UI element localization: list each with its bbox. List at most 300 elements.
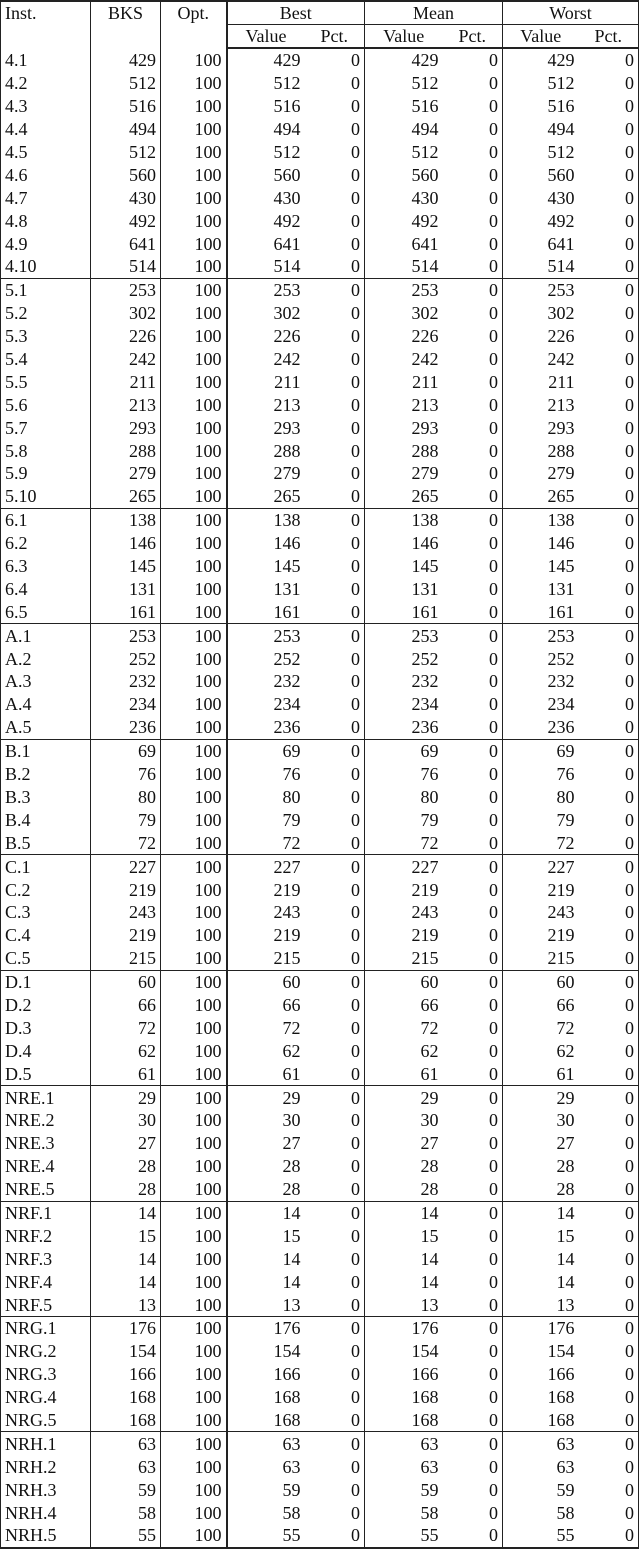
cell-bks: 279 [91,462,161,485]
cell-worst-pct: 0 [579,209,639,232]
table-row [1,232,639,255]
cell-mean-pct: 0 [443,831,503,854]
cell-bks: 154 [91,1340,161,1363]
cell-best-pct: 0 [305,232,365,255]
cell-opt: 100 [161,1109,227,1132]
cell-opt: 100 [161,370,227,393]
cell-worst-pct: 0 [579,325,639,348]
cell-worst-pct: 0 [579,1132,639,1155]
cell-worst-pct: 0 [579,1432,639,1455]
cell-opt: 100 [161,739,227,762]
cell-worst-pct: 0 [579,577,639,600]
cell-inst: 4.8 [1,209,91,232]
cell-opt: 100 [161,163,227,186]
cell-bks: 242 [91,348,161,371]
cell-bks: 14 [91,1270,161,1293]
cell-inst: NRE.3 [1,1132,91,1155]
table-row [1,831,639,854]
table-row [1,1293,639,1316]
cell-bks: 168 [91,1409,161,1432]
cell-inst: NRF.1 [1,1201,91,1224]
table-row [1,416,639,439]
cell-best-value: 76 [282,764,301,785]
cell-best-pct: 0 [305,1062,365,1085]
cell-opt: 100 [161,970,227,993]
cell-mean-pct: 0 [443,348,503,371]
cell-best-pct: 0 [305,278,365,301]
cell-inst: 4.9 [1,232,91,255]
cell-bks: 63 [91,1455,161,1478]
cell-best-value: 29 [227,1086,305,1109]
cell-best-value: 253 [227,624,305,647]
cell-mean-pct: 0 [443,209,503,232]
cell-opt: 100 [161,1039,227,1062]
cell-best-value: 59 [282,1479,301,1500]
cell-mean-value: 76 [420,764,439,785]
cell-worst-pct: 0 [579,739,639,762]
cell-opt: 100 [161,186,227,209]
cell-worst-value: 79 [556,809,575,830]
cell-bks: 176 [91,1316,161,1339]
table-row [1,255,639,278]
cell-worst-value: 14 [556,1271,575,1292]
cell-best-pct: 0 [305,1270,365,1293]
cell-worst-value: 131 [547,578,575,599]
cell-bks: 66 [91,994,161,1017]
table-row [1,1478,639,1501]
cell-worst-pct: 0 [579,278,639,301]
cell-best-pct: 0 [305,647,365,670]
cell-mean-value: 30 [420,1110,439,1131]
cell-bks: 28 [91,1178,161,1201]
cell-worst-pct: 0 [579,901,639,924]
cell-inst: C.5 [1,947,91,970]
cell-best-value: 232 [273,671,301,692]
cell-worst-pct: 0 [579,555,639,578]
cell-best-value: 492 [273,210,301,231]
cell-mean-pct: 0 [443,1409,503,1432]
cell-opt: 100 [161,1316,227,1339]
cell-best-value: 138 [227,508,305,531]
table-row [1,994,639,1017]
table-row [1,462,639,485]
cell-inst: A.3 [1,670,91,693]
cell-bks: 28 [91,1155,161,1178]
cell-worst-value: 302 [547,303,575,324]
cell-inst: 5.3 [1,325,91,348]
cell-worst-pct: 0 [579,393,639,416]
cell-mean-pct: 0 [443,1132,503,1155]
cell-worst-pct: 0 [579,1178,639,1201]
cell-worst-value: 138 [503,508,579,531]
cell-mean-value: 252 [411,648,439,669]
cell-worst-value: 29 [503,1086,579,1109]
cell-bks: 430 [91,186,161,209]
cell-bks: 253 [91,624,161,647]
cell-opt: 100 [161,994,227,1017]
cell-best-pct: 0 [305,924,365,947]
cell-best-pct: 0 [305,462,365,485]
cell-opt: 100 [161,855,227,878]
cell-best-value: 176 [227,1316,305,1339]
cell-bks: 29 [91,1086,161,1109]
cell-worst-value: 62 [556,1040,575,1061]
cell-mean-pct: 0 [443,670,503,693]
cell-opt: 100 [161,416,227,439]
cell-mean-value: 168 [411,1409,439,1430]
cell-mean-value: 232 [411,671,439,692]
cell-mean-value: 72 [420,832,439,853]
cell-mean-value: 13 [420,1294,439,1315]
cell-best-pct: 0 [305,439,365,462]
cell-opt: 100 [161,278,227,301]
cell-best-pct: 0 [305,1340,365,1363]
cell-opt: 100 [161,831,227,854]
cell-mean-value: 69 [365,739,443,762]
cell-mean-value: 236 [411,717,439,738]
cell-best-value: 28 [282,1179,301,1200]
cell-best-value: 516 [273,96,301,117]
cell-worst-pct: 0 [579,600,639,623]
cell-bks: 72 [91,831,161,854]
cell-best-value: 227 [227,855,305,878]
cell-inst: NRG.2 [1,1340,91,1363]
cell-opt: 100 [161,462,227,485]
cell-opt: 100 [161,647,227,670]
cell-mean-pct: 0 [443,163,503,186]
header-best-pct: Pct. [305,25,365,49]
table-row [1,1016,639,1039]
table-row [1,808,639,831]
cell-mean-pct: 0 [443,947,503,970]
cell-worst-pct: 0 [579,1455,639,1478]
cell-inst: NRG.5 [1,1409,91,1432]
cell-mean-pct: 0 [443,532,503,555]
cell-best-value: 28 [282,1156,301,1177]
cell-inst: 5.7 [1,416,91,439]
cell-bks: 58 [91,1501,161,1524]
cell-best-pct: 0 [305,1155,365,1178]
cell-mean-pct: 0 [443,624,503,647]
cell-opt: 100 [161,808,227,831]
cell-best-value: 512 [273,142,301,162]
cell-worst-value: 253 [503,624,579,647]
cell-mean-pct: 0 [443,1386,503,1409]
cell-best-pct: 0 [305,1524,365,1548]
header-mean-pct: Pct. [443,25,503,49]
cell-best-pct: 0 [305,994,365,1017]
table-row [1,163,639,186]
cell-mean-pct: 0 [443,901,503,924]
cell-inst: 5.9 [1,462,91,485]
cell-worst-value: 430 [547,187,575,208]
cell-inst: 4.6 [1,163,91,186]
cell-mean-pct: 0 [443,1201,503,1224]
cell-opt: 100 [161,763,227,786]
cell-mean-value: 242 [411,349,439,370]
cell-mean-pct: 0 [443,1363,503,1386]
table-row [1,209,639,232]
cell-opt: 100 [161,1062,227,1085]
cell-mean-value: 176 [365,1316,443,1339]
cell-mean-pct: 0 [443,1016,503,1039]
table-row [1,508,639,531]
cell-bks: 80 [91,786,161,809]
cell-mean-value: 288 [411,440,439,461]
cell-best-value: 219 [273,879,301,900]
cell-worst-value: 13 [556,1294,575,1315]
cell-best-value: 494 [273,119,301,140]
cell-mean-pct: 0 [443,600,503,623]
table-row [1,1039,639,1062]
header-worst: Worst [503,1,639,25]
cell-best-pct: 0 [305,1409,365,1432]
cell-best-value: 80 [282,786,301,807]
cell-worst-pct: 0 [579,1109,639,1132]
table-row [1,1455,639,1478]
cell-best-pct: 0 [305,947,365,970]
cell-best-value: 641 [273,233,301,254]
cell-best-value: 146 [273,533,301,554]
cell-bks: 55 [91,1524,161,1548]
cell-worst-value: 253 [503,278,579,301]
cell-inst: NRF.3 [1,1247,91,1270]
cell-inst: 6.3 [1,555,91,578]
cell-mean-pct: 0 [443,508,503,531]
cell-opt: 100 [161,577,227,600]
cell-best-value: 58 [282,1502,301,1523]
cell-opt: 100 [161,141,227,164]
cell-bks: 72 [91,1016,161,1039]
cell-worst-pct: 0 [579,1386,639,1409]
cell-worst-pct: 0 [579,624,639,647]
cell-mean-pct: 0 [443,970,503,993]
cell-worst-pct: 0 [579,232,639,255]
cell-bks: 226 [91,325,161,348]
cell-best-value: 14 [282,1248,301,1269]
cell-mean-pct: 0 [443,462,503,485]
cell-inst: 5.6 [1,393,91,416]
cell-inst: B.1 [1,739,91,762]
cell-inst: 6.5 [1,600,91,623]
cell-best-pct: 0 [305,577,365,600]
cell-mean-pct: 0 [443,302,503,325]
cell-worst-value: 14 [556,1248,575,1269]
cell-inst: C.1 [1,855,91,878]
cell-inst: D.2 [1,994,91,1017]
table-row [1,278,639,301]
cell-mean-value: 63 [365,1432,443,1455]
cell-worst-value: 219 [547,925,575,946]
cell-worst-pct: 0 [579,118,639,141]
header-opt: Opt. [161,1,227,48]
cell-best-value: 288 [273,440,301,461]
cell-worst-pct: 0 [579,1340,639,1363]
cell-mean-value: 61 [420,1063,439,1084]
table-row [1,1247,639,1270]
cell-opt: 100 [161,1340,227,1363]
cell-worst-pct: 0 [579,255,639,278]
cell-best-pct: 0 [305,141,365,164]
cell-bks: 516 [91,95,161,118]
table-row [1,1155,639,1178]
cell-mean-value: 516 [411,96,439,117]
cell-worst-value: 55 [503,1524,579,1548]
cell-opt: 100 [161,1501,227,1524]
cell-worst-value: 215 [547,948,575,969]
cell-inst: A.4 [1,693,91,716]
cell-mean-value: 641 [411,233,439,254]
cell-bks: 15 [91,1224,161,1247]
cell-bks: 293 [91,416,161,439]
cell-bks: 30 [91,1109,161,1132]
cell-mean-value: 28 [420,1179,439,1200]
cell-bks: 213 [91,393,161,416]
cell-worst-pct: 0 [579,1270,639,1293]
cell-mean-value: 146 [411,533,439,554]
cell-worst-value: 176 [503,1316,579,1339]
cell-opt: 100 [161,72,227,95]
cell-worst-pct: 0 [579,1201,639,1224]
cell-mean-pct: 0 [443,1270,503,1293]
cell-worst-pct: 0 [579,763,639,786]
cell-worst-pct: 0 [579,439,639,462]
cell-mean-pct: 0 [443,1062,503,1085]
cell-bks: 232 [91,670,161,693]
cell-worst-pct: 0 [579,1478,639,1501]
cell-mean-value: 59 [420,1479,439,1500]
cell-opt: 100 [161,878,227,901]
cell-bks: 59 [91,1478,161,1501]
cell-bks: 219 [91,924,161,947]
cell-bks: 243 [91,901,161,924]
cell-bks: 302 [91,302,161,325]
cell-best-value: 213 [273,394,301,415]
cell-mean-value: 66 [420,994,439,1015]
cell-opt: 100 [161,48,227,72]
cell-inst: 5.10 [1,485,91,508]
cell-opt: 100 [161,1363,227,1386]
cell-worst-value: 560 [547,164,575,185]
cell-mean-value: 430 [411,187,439,208]
table-row [1,1316,639,1339]
cell-worst-value: 494 [547,119,575,140]
cell-inst: D.3 [1,1016,91,1039]
cell-worst-value: 242 [547,349,575,370]
cell-bks: 161 [91,600,161,623]
cell-mean-pct: 0 [443,1109,503,1132]
cell-best-pct: 0 [305,1293,365,1316]
cell-worst-pct: 0 [579,1501,639,1524]
cell-mean-pct: 0 [443,416,503,439]
table-row [1,647,639,670]
cell-inst: C.4 [1,924,91,947]
cell-bks: 168 [91,1386,161,1409]
cell-worst-value: 512 [547,142,575,162]
cell-mean-value: 253 [365,278,443,301]
cell-best-value: 211 [274,371,301,392]
cell-best-pct: 0 [305,302,365,325]
cell-inst: 4.5 [1,141,91,164]
table-row [1,370,639,393]
cell-best-value: 55 [227,1524,305,1548]
cell-mean-pct: 0 [443,232,503,255]
cell-inst: 4.4 [1,118,91,141]
cell-mean-pct: 0 [443,1524,503,1548]
cell-worst-value: 279 [547,463,575,484]
cell-bks: 514 [91,255,161,278]
cell-best-pct: 0 [305,1432,365,1455]
header-worst-pct: Pct. [579,25,639,49]
table-row [1,600,639,623]
cell-worst-pct: 0 [579,72,639,95]
cell-mean-pct: 0 [443,48,503,72]
cell-inst: NRG.4 [1,1386,91,1409]
cell-mean-pct: 0 [443,118,503,141]
table-row [1,1270,639,1293]
cell-opt: 100 [161,1247,227,1270]
cell-opt: 100 [161,1293,227,1316]
cell-worst-pct: 0 [579,924,639,947]
table-row [1,947,639,970]
cell-worst-value: 512 [547,73,575,94]
cell-mean-value: 138 [365,508,443,531]
cell-opt: 100 [161,232,227,255]
cell-mean-pct: 0 [443,72,503,95]
table-row [1,186,639,209]
cell-opt: 100 [161,924,227,947]
cell-mean-pct: 0 [443,1178,503,1201]
cell-worst-value: 288 [547,440,575,461]
cell-mean-value: 293 [411,417,439,438]
cell-worst-value: 252 [547,648,575,669]
cell-mean-value: 514 [411,256,439,277]
cell-best-pct: 0 [305,970,365,993]
cell-inst: D.5 [1,1062,91,1085]
cell-worst-value: 60 [503,970,579,993]
cell-best-pct: 0 [305,48,365,72]
table-row [1,763,639,786]
cell-inst: A.2 [1,647,91,670]
cell-best-value: 63 [227,1432,305,1455]
cell-best-value: 14 [282,1271,301,1292]
cell-mean-value: 492 [411,210,439,231]
cell-best-value: 252 [273,648,301,669]
cell-best-pct: 0 [305,670,365,693]
cell-mean-value: 58 [420,1502,439,1523]
cell-worst-pct: 0 [579,1524,639,1548]
cell-best-value: 27 [282,1133,301,1154]
cell-opt: 100 [161,901,227,924]
cell-mean-value: 29 [365,1086,443,1109]
header-inst: Inst. [1,1,91,48]
cell-best-value: 514 [273,256,301,277]
cell-opt: 100 [161,1201,227,1224]
cell-best-value: 154 [273,1341,301,1362]
cell-worst-pct: 0 [579,994,639,1017]
cell-worst-pct: 0 [579,855,639,878]
table-row [1,1409,639,1432]
cell-mean-pct: 0 [443,763,503,786]
cell-mean-pct: 0 [443,485,503,508]
cell-worst-value: 28 [556,1156,575,1177]
cell-mean-value: 14 [420,1271,439,1292]
cell-worst-value: 168 [547,1387,575,1408]
cell-best-pct: 0 [305,163,365,186]
header-mean: Mean [365,1,503,25]
cell-bks: 61 [91,1062,161,1085]
cell-mean-pct: 0 [443,141,503,164]
